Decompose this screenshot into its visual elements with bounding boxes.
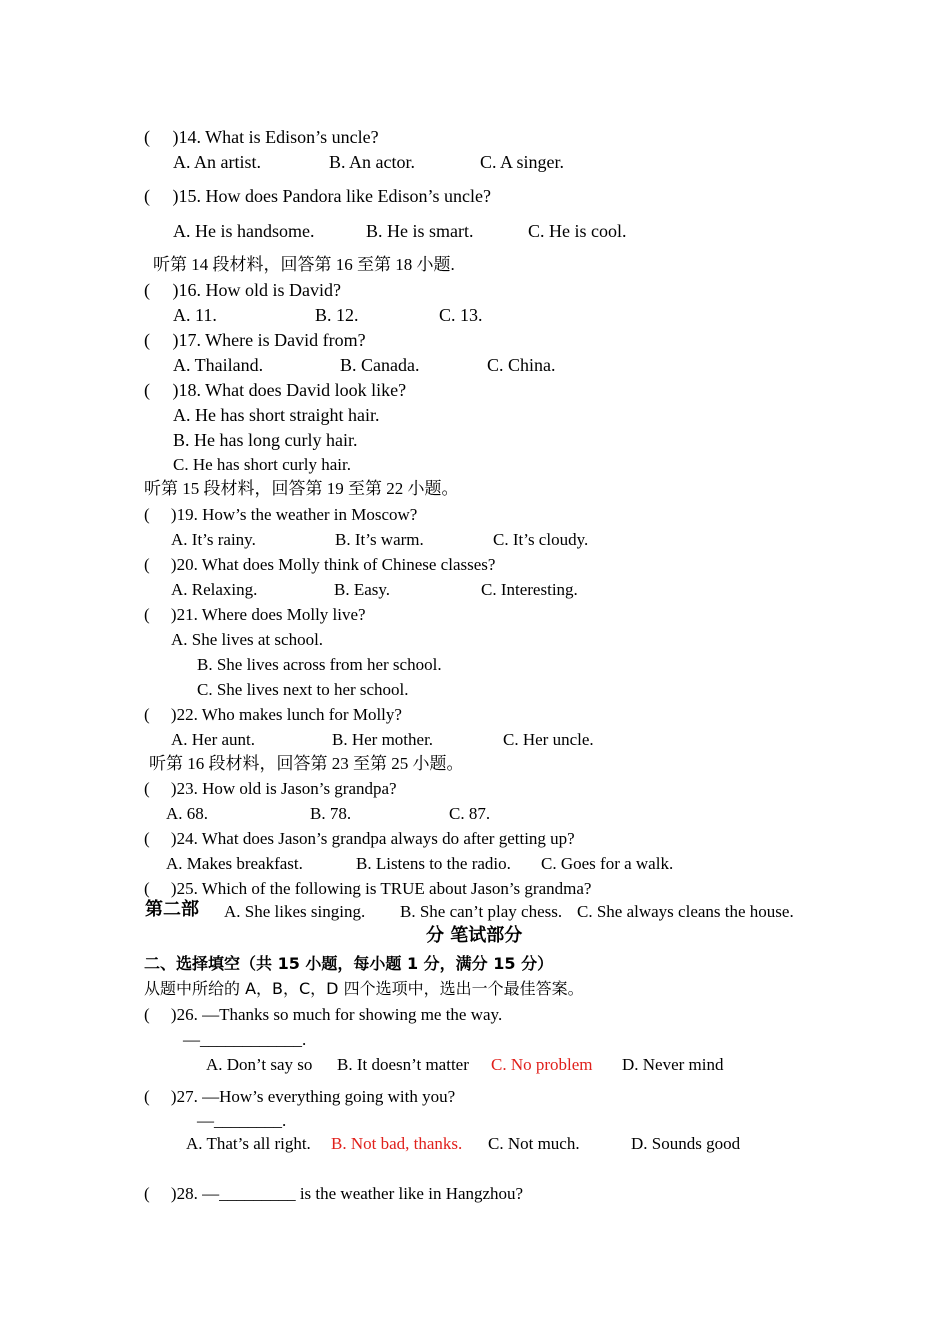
q15-option-b: B. He is smart.	[366, 221, 474, 241]
q22-option-c: C. Her uncle.	[503, 730, 594, 749]
q20-option-b: B. Easy.	[334, 580, 391, 599]
q20-option-c: C. Interesting.	[481, 580, 578, 599]
q21-option-c: C. She lives next to her school.	[197, 680, 409, 699]
q27-blank: —________.	[197, 1111, 287, 1130]
q26-option-c-answer: C. No problem	[491, 1055, 593, 1074]
q23-option-a: A. 68.	[166, 804, 209, 823]
q27-option-c: C. Not much.	[488, 1134, 580, 1153]
q14-stem: ( )14. What is Edison’s uncle?	[144, 127, 379, 147]
q27-option-a: A. That’s all right.	[186, 1134, 311, 1153]
q23-option-c: C. 87.	[449, 804, 491, 823]
q26-option-b: B. It doesn’t matter	[337, 1055, 469, 1074]
q22-option-b: B. Her mother.	[332, 730, 434, 749]
q18-option-c: C. He has short curly hair.	[173, 455, 351, 474]
part-two-heading-right: 分 笔试部分	[426, 925, 523, 946]
q20-stem: ( )20. What does Molly think of Chinese classes?	[144, 555, 496, 574]
q24-stem: ( )24. What does Jason’s grandpa always do after getting up?	[144, 829, 575, 848]
q25-option-b: B. She can’t play chess.	[400, 902, 563, 921]
q22-stem: ( )22. Who makes lunch for Molly?	[144, 705, 402, 724]
q25-stem: ( )25. Which of the following is TRUE about Jason’s grandma?	[144, 879, 592, 898]
q14-option-b: B. An actor.	[329, 152, 415, 172]
q22-option-a: A. Her aunt.	[171, 730, 256, 749]
q17-option-b: B. Canada.	[340, 355, 420, 375]
q23-option-b: B. 78.	[310, 804, 352, 823]
q26-option-d: D. Never mind	[622, 1055, 724, 1074]
q15-option-c: C. He is cool.	[528, 221, 627, 241]
q17-option-a: A. Thailand.	[173, 355, 264, 375]
q21-stem: ( )21. Where does Molly live?	[144, 605, 366, 624]
section-2-instructions: 从题中所给的 A，B，C，D 四个选项中，选出一个最佳答案。	[144, 979, 584, 998]
q15-option-a: A. He is handsome.	[173, 221, 315, 241]
q18-option-b: B. He has long curly hair.	[173, 430, 358, 450]
q28-stem: ( )28. —_________ is the weather like in Hangzhou?	[144, 1184, 524, 1203]
q24-option-b: B. Listens to the radio.	[356, 854, 511, 873]
q24-option-c: C. Goes for a walk.	[541, 854, 674, 873]
q24-option-a: A. Makes breakfast.	[166, 854, 303, 873]
part-two-heading-left: 第二部	[145, 899, 199, 920]
q16-option-b: B. 12.	[315, 305, 359, 325]
q26-stem: ( )26. —Thanks so much for showing me the way.	[144, 1005, 503, 1024]
q27-option-d: D. Sounds good	[631, 1134, 741, 1153]
section-15-heading: 听第 15 段材料，回答第 19 至第 22 小题。	[144, 479, 459, 498]
q16-stem: ( )16. How old is David?	[144, 280, 341, 300]
q18-stem: ( )18. What does David look like?	[144, 380, 407, 400]
q19-option-a: A. It’s rainy.	[171, 530, 256, 549]
q25-option-c: C. She always cleans the house.	[577, 902, 794, 921]
q19-stem: ( )19. How’s the weather in Moscow?	[144, 505, 418, 524]
q26-option-a: A. Don’t say so	[206, 1055, 313, 1074]
q21-option-a: A. She lives at school.	[171, 630, 324, 649]
q19-option-c: C. It’s cloudy.	[493, 530, 589, 549]
section-2-title: 二、选择填空（共 15 小题，每小题 1 分，满分 15 分）	[144, 954, 554, 973]
q25-option-a: A. She likes singing.	[224, 902, 366, 921]
q14-option-a: A. An artist.	[173, 152, 261, 172]
section-16-heading: 听第 16 段材料，回答第 23 至第 25 小题。	[149, 754, 464, 773]
q26-blank: —____________.	[183, 1030, 307, 1049]
q17-stem: ( )17. Where is David from?	[144, 330, 366, 350]
section-14-heading: 听第 14 段材料，回答第 16 至第 18 小题.	[153, 255, 455, 274]
q19-option-b: B. It’s warm.	[335, 530, 424, 549]
q18-option-a: A. He has short straight hair.	[173, 405, 380, 425]
q27-option-b-answer: B. Not bad, thanks.	[331, 1134, 463, 1153]
q16-option-c: C. 13.	[439, 305, 483, 325]
q15-stem: ( )15. How does Pandora like Edison’s uncle?	[144, 186, 491, 206]
q14-option-c: C. A singer.	[480, 152, 565, 172]
q23-stem: ( )23. How old is Jason’s grandpa?	[144, 779, 397, 798]
q16-option-a: A. 11.	[173, 305, 217, 325]
q20-option-a: A. Relaxing.	[171, 580, 258, 599]
q21-option-b: B. She lives across from her school.	[197, 655, 442, 674]
q27-stem: ( )27. —How’s everything going with you?	[144, 1087, 456, 1106]
q17-option-c: C. China.	[487, 355, 556, 375]
